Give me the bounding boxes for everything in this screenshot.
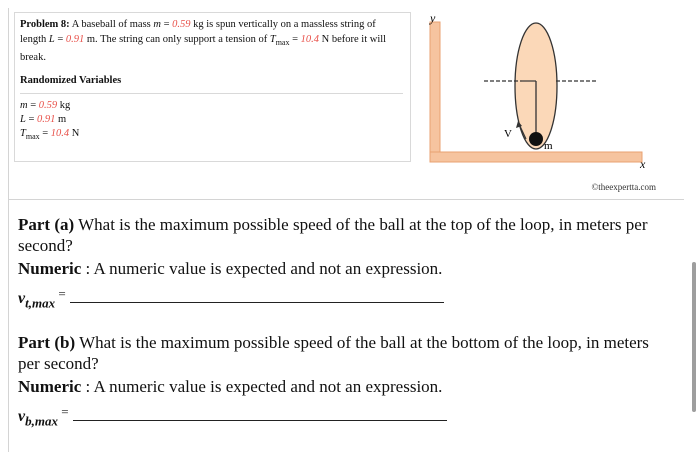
- problem-text-4: N before it will break.: [20, 34, 387, 64]
- problem-text: [20, 17, 404, 65]
- floor: [430, 152, 642, 162]
- problem-diagram: [418, 10, 668, 195]
- part-a-var-sub: t,max: [25, 295, 56, 311]
- mass-value: 0.59: [172, 19, 191, 30]
- baseball: [529, 132, 543, 146]
- part-a-question: [18, 214, 658, 256]
- vertical-wall: [430, 22, 440, 162]
- mass-label: m: [544, 140, 553, 152]
- part-a-answer-input[interactable]: [70, 288, 444, 303]
- section-divider: [8, 199, 684, 200]
- part-a-var: v: [18, 290, 26, 307]
- randomized-variables-title: Randomized Variables: [20, 75, 122, 86]
- tension-symbol: T: [269, 34, 276, 45]
- problem-text-3: m. The string can only support a tension of: [84, 34, 270, 45]
- randomized-variables-list: [20, 99, 79, 144]
- part-a-equals: =: [55, 286, 66, 301]
- problem-text-2: kg is spun vertically on a massless string of length: [20, 19, 376, 45]
- equals-sign: =: [54, 34, 66, 45]
- mass-symbol: m: [153, 19, 161, 30]
- x-axis-label: x: [640, 157, 646, 171]
- part-b-var-sub: b,max: [25, 413, 58, 429]
- part-a-numeric-note: [18, 258, 658, 279]
- part-a-text: What is the maximum possible speed of the ball at the top of the loop, in meters per second?: [18, 215, 648, 255]
- problem-statement-box: [14, 12, 411, 162]
- part-b-answer-input[interactable]: [73, 406, 447, 421]
- rv-tension: $T_{max} = 10.4$ N: [20, 128, 80, 142]
- part-b-answer-row: [18, 401, 658, 431]
- part-a-answer-row: [18, 283, 658, 313]
- equals-sign: =: [160, 19, 173, 30]
- rv-mass: m = 0.59 kg: [20, 100, 71, 111]
- copyright-credit: ©theexpertta.com: [591, 182, 656, 192]
- problem-label: Problem 8:: [20, 19, 70, 30]
- vertical-scrollbar[interactable]: [692, 262, 696, 412]
- part-b-numeric-label: Numeric: [18, 377, 82, 396]
- tension-value: 10.4: [300, 34, 320, 45]
- velocity-label: V: [504, 128, 512, 140]
- y-axis-label: y: [430, 11, 436, 25]
- part-b-label: Part (b): [18, 333, 76, 352]
- equals-sign: =: [289, 34, 301, 45]
- rv-length: L = 0.91 m: [20, 114, 67, 125]
- part-a-numeric-text: : A numeric value is expected and not an expression.: [81, 259, 443, 278]
- problem-text-1: A baseball of mass: [69, 19, 154, 30]
- length-value: 0.91: [65, 34, 85, 45]
- part-b-equals: =: [57, 404, 69, 419]
- part-b-text: What is the maximum possible speed of the ball at the bottom of the loop, in meters per second?: [18, 333, 649, 373]
- part-b-var: v: [18, 408, 26, 425]
- part-b-question: [18, 332, 658, 374]
- tension-subscript: max: [275, 38, 290, 48]
- part-a-numeric-label: Numeric: [18, 259, 82, 278]
- part-b-numeric-text: : A numeric value is expected and not an expression.: [81, 377, 443, 396]
- divider: [20, 93, 403, 94]
- loop-diagram-svg: [418, 10, 668, 195]
- part-a-label: Part (a): [18, 215, 75, 234]
- part-b-numeric-note: [18, 376, 658, 397]
- length-symbol: L: [48, 34, 55, 45]
